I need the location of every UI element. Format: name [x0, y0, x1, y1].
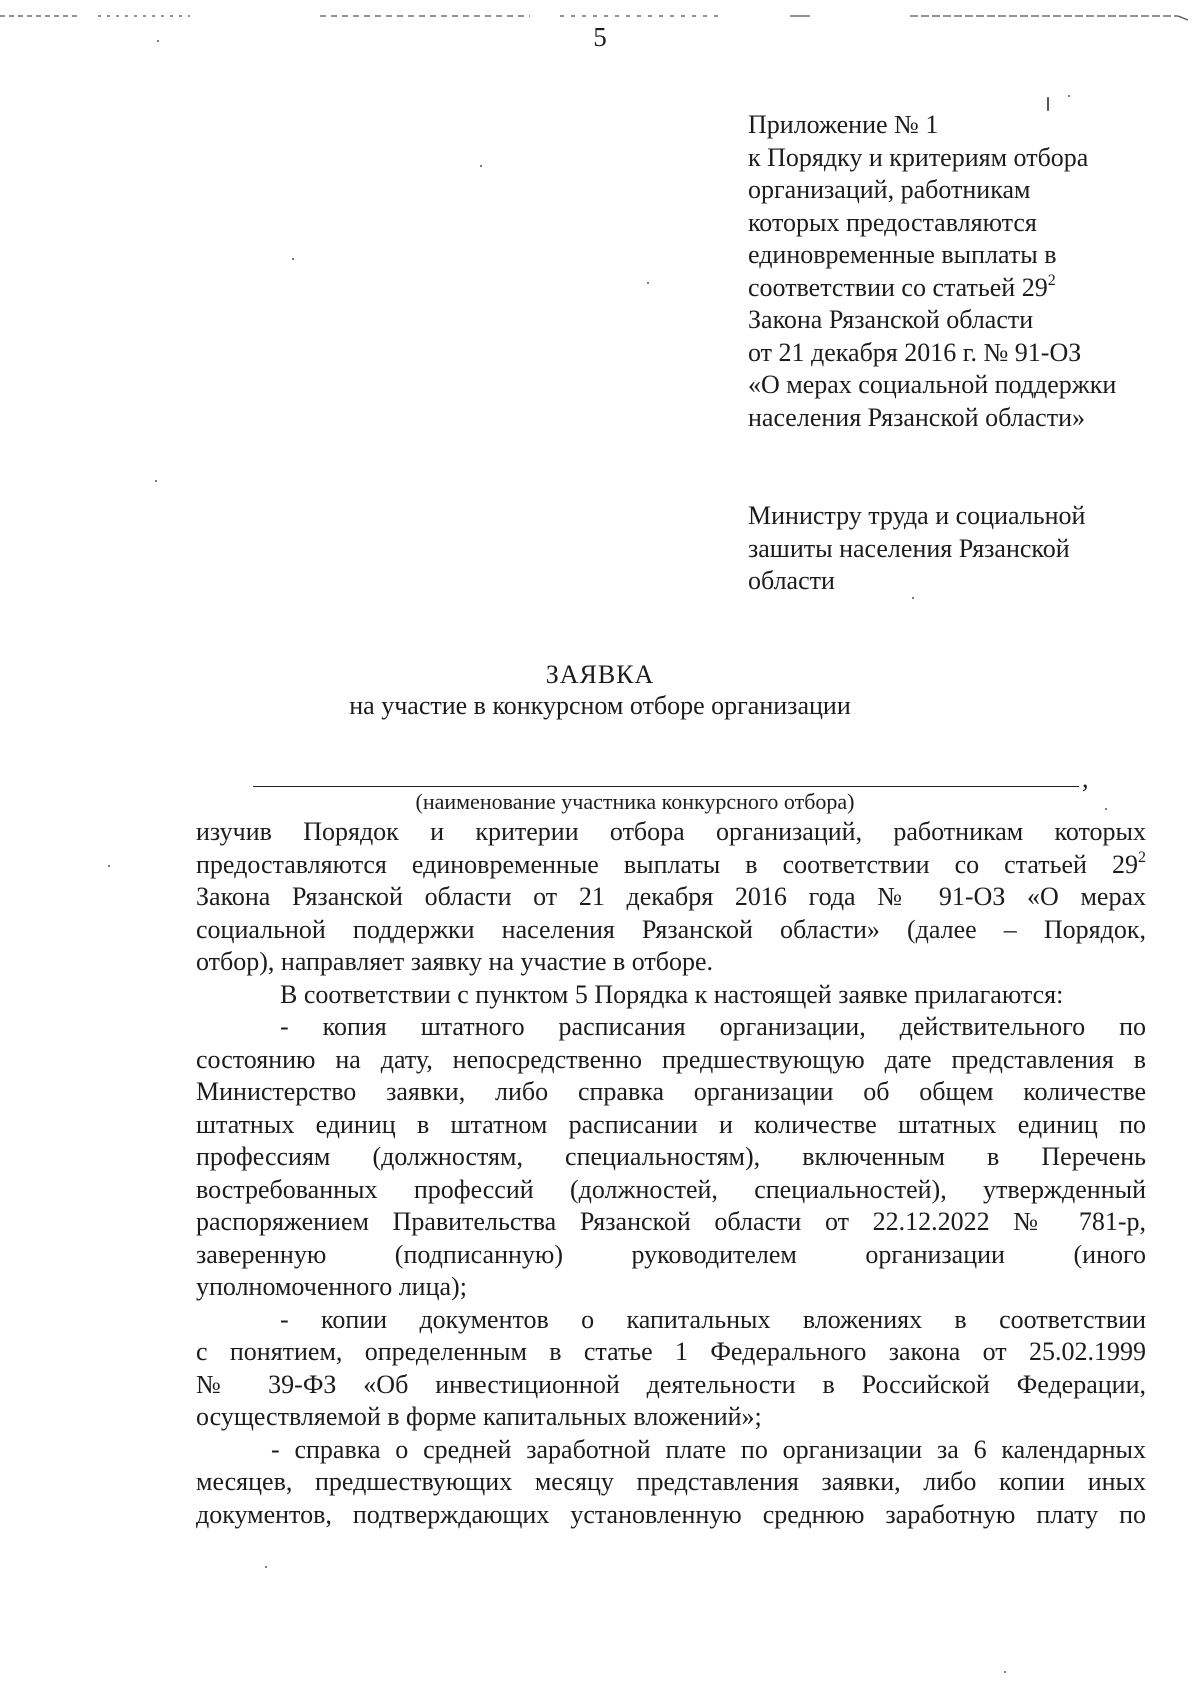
- text-line: - копия штатного расписания организации, действительного по: [280, 1012, 1146, 1041]
- text-line: [196, 849, 1146, 882]
- text-line: социальной поддержки населения Рязанской области» (далее – Порядок,: [196, 914, 1146, 944]
- appendix-line: организаций, работникам: [748, 175, 1031, 204]
- text-line: - копии документов о капитальных вложениях в соответствии: [280, 1304, 1146, 1334]
- text-span: предоставляются единовременные выплаты в соответствии со статьей 29: [196, 849, 1138, 879]
- text-line: месяцев, предшествующих месяцу представления заявки, либо копии иных: [196, 1467, 1146, 1496]
- appendix-line: единовременные выплаты в: [748, 240, 1057, 269]
- name-field-caption: (наименование участника конкурсного отбора): [415, 789, 855, 814]
- text-line: документов, подтверждающих установленную среднюю заработную плату по: [196, 1499, 1146, 1529]
- addressee-block: [748, 500, 1168, 598]
- appendix-block: [748, 109, 1168, 434]
- appendix-line: «О мерах социальной поддержки: [748, 370, 1117, 399]
- text-line: № 39-ФЗ «Об инвестиционной деятельности в Российской Федерации,: [196, 1369, 1146, 1399]
- document-title: ЗАЯВКА: [545, 660, 655, 689]
- application-body: [196, 816, 1146, 1531]
- appendix-line: Приложение № 1: [748, 110, 939, 139]
- text-line: В соответствии с пунктом 5 Порядка к настоящей заявке прилагаются:: [280, 979, 1064, 1009]
- text-line: осуществляемой в форме капитальных вложений»;: [196, 1402, 762, 1431]
- appendix-line: населения Рязанской области»: [748, 402, 1085, 432]
- text-line: Министерство заявки, либо справка организации об общем количестве: [196, 1077, 1146, 1106]
- text-line: профессиям (должностям, специальностям), включенным в Перечень: [196, 1142, 1146, 1171]
- participant-name-field: [253, 786, 1079, 787]
- document-subtitle: на участие в конкурсном отборе организации: [349, 691, 851, 720]
- appendix-line: от 21 декабря 2016 г. № 91-ОЗ: [748, 337, 1082, 367]
- scan-speck: [1105, 808, 1107, 810]
- text-line: - справка о средней заработной плате по организации за 6 календарных: [271, 1434, 1146, 1464]
- appendix-line: которых предоставляются: [748, 207, 1037, 237]
- text-line: состоянию на дату, непосредственно предшествующую дате представления в: [196, 1044, 1146, 1074]
- appendix-line: к Порядку и критериям отбора: [748, 142, 1089, 172]
- scan-speck: [108, 865, 110, 867]
- scan-speck: [292, 258, 294, 260]
- scan-speck: [1047, 97, 1049, 111]
- appendix-line: Закона Рязанской области: [748, 305, 1034, 334]
- scan-speck: [1068, 95, 1070, 97]
- text-line: востребованных профессий (должностей, специальностей), утвержденный: [196, 1174, 1146, 1204]
- scan-speck: [157, 40, 159, 42]
- superscript: 2: [1047, 271, 1056, 289]
- superscript: 2: [1138, 848, 1146, 866]
- text-line: отбор), направляет заявку на участие в отборе.: [196, 947, 714, 976]
- scan-speck: [647, 282, 649, 284]
- text-line: с понятием, определенным в статье 1 Федерального закона от 25.02.1999: [196, 1337, 1146, 1366]
- name-field-comma: ,: [1082, 764, 1089, 793]
- scan-speck: [265, 1566, 267, 1568]
- addressee-line: зашиты населения Рязанской: [748, 533, 1070, 563]
- appendix-line: [748, 272, 1168, 305]
- page-number: 5: [593, 22, 607, 52]
- text-line: штатных единиц в штатном расписании и количестве штатных единиц по: [196, 1109, 1146, 1139]
- text-line: изучив Порядок и критерии отбора организаций, работникам которых: [196, 817, 1146, 846]
- addressee-line: области: [748, 566, 835, 595]
- text-line: распоряжением Правительства Рязанской области от 22.12.2022 № 781-р,: [196, 1207, 1146, 1236]
- text-line: Закона Рязанской области от 21 декабря 2016 года № 91-ОЗ «О мерах: [196, 882, 1146, 911]
- addressee-line: Министру труда и социальной: [748, 501, 1086, 530]
- scan-edge-artifact: [0, 10, 1200, 22]
- text-line: уполномоченного лица);: [196, 1272, 467, 1301]
- scan-speck: [155, 480, 157, 482]
- text-line: заверенную (подписанную) руководителем организации (иного: [196, 1239, 1146, 1269]
- appendix-text: соответствии со статьей 29: [748, 272, 1048, 302]
- scan-speck: [480, 165, 482, 167]
- scan-speck: [912, 597, 914, 599]
- scan-speck: [1004, 1671, 1006, 1673]
